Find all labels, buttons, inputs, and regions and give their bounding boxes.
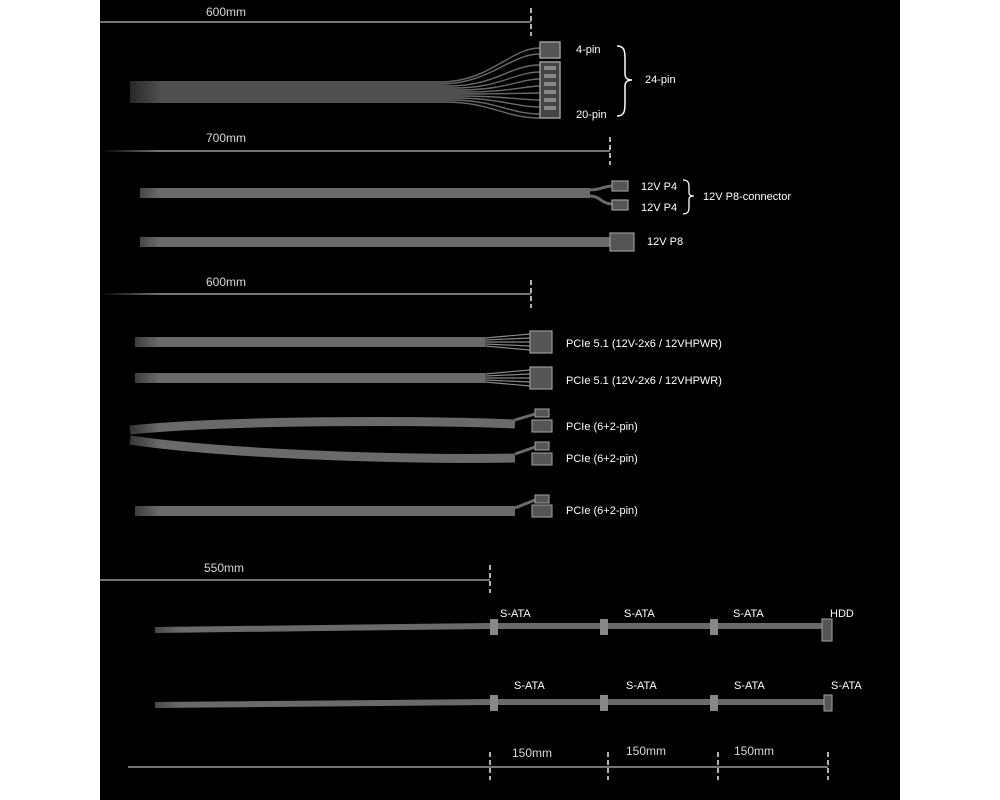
p8-connector bbox=[610, 233, 634, 251]
sata1-label-1: S-ATA bbox=[500, 608, 531, 620]
left-fade-overlay-sata bbox=[100, 600, 180, 720]
p4-connector-b bbox=[612, 200, 628, 210]
label-pcie51-2: PCIe 5.1 (12V-2x6 / 12VHPWR) bbox=[566, 375, 722, 387]
sata1-label-3: S-ATA bbox=[733, 608, 764, 620]
dimension-label-550mm: 550mm bbox=[204, 561, 245, 575]
12vhpwr-connector-2 bbox=[530, 367, 552, 389]
pcie-2pin-connector-b bbox=[535, 442, 549, 450]
sata2-label-2: S-ATA bbox=[626, 680, 657, 692]
12vhpwr-connector-1 bbox=[530, 331, 552, 353]
label-12v-p8-connector: 12V P8-connector bbox=[703, 191, 792, 203]
sata2-label-3: S-ATA bbox=[734, 680, 765, 692]
dimension-label-600mm-mid: 600mm bbox=[206, 275, 247, 289]
dimension-label-150mm-3: 150mm bbox=[734, 744, 775, 758]
brace-24pin bbox=[617, 46, 632, 116]
4pin-connector bbox=[540, 42, 560, 58]
sata2-label-1: S-ATA bbox=[514, 680, 545, 692]
hdd-molex-connector bbox=[822, 619, 832, 641]
pcie-2pin-connector-c bbox=[535, 495, 549, 503]
label-20-pin: 20-pin bbox=[576, 109, 607, 121]
sata-cable-2 bbox=[155, 680, 862, 711]
pcie-6plus2-daisy-cable bbox=[130, 409, 638, 465]
atx-24pin-cable bbox=[130, 42, 676, 121]
pcie51-cable-1 bbox=[135, 331, 722, 353]
sata2-label-4: S-ATA bbox=[831, 680, 862, 692]
label-12v-p4-a: 12V P4 bbox=[641, 181, 678, 193]
dimension-label-150mm-1: 150mm bbox=[512, 746, 553, 760]
p4-connector-a bbox=[612, 181, 628, 191]
label-12v-p8: 12V P8 bbox=[647, 236, 684, 248]
left-fade-overlay bbox=[100, 40, 160, 560]
pcie-2pin-connector-a bbox=[535, 409, 549, 417]
sata-end-connector bbox=[824, 695, 832, 711]
dimension-label-600mm-top: 600mm bbox=[206, 5, 247, 19]
sata1-label-2: S-ATA bbox=[624, 608, 655, 620]
dimension-150-segments bbox=[128, 744, 828, 780]
label-pcie-6plus2-b: PCIe (6+2-pin) bbox=[566, 453, 638, 465]
dimension-550 bbox=[100, 561, 490, 593]
pcie-6pin-connector-b bbox=[532, 453, 552, 465]
label-pcie-6plus2-c: PCIe (6+2-pin) bbox=[566, 505, 638, 517]
label-12v-p4-b: 12V P4 bbox=[641, 202, 678, 214]
label-pcie51-1: PCIe 5.1 (12V-2x6 / 12VHPWR) bbox=[566, 338, 722, 350]
dimension-label-700mm: 700mm bbox=[206, 131, 247, 145]
cpu-p4-split-cable bbox=[140, 180, 791, 214]
label-4-pin: 4-pin bbox=[576, 44, 601, 56]
dimension-700 bbox=[100, 131, 610, 165]
cpu-p8-cable bbox=[140, 233, 683, 251]
pcie-6pin-connector-c bbox=[532, 505, 552, 517]
label-pcie-6plus2-a: PCIe (6+2-pin) bbox=[566, 421, 638, 433]
dimension-mid-600 bbox=[100, 275, 531, 308]
label-24-pin: 24-pin bbox=[645, 74, 676, 86]
sata1-label-hdd: HDD bbox=[830, 608, 854, 620]
pcie51-cable-2 bbox=[135, 367, 722, 389]
sata-cable-1 bbox=[155, 608, 854, 641]
dimension-label-150mm-2: 150mm bbox=[626, 744, 667, 758]
dimension-top-600 bbox=[100, 5, 531, 36]
pcie-6pin-connector-a bbox=[532, 420, 552, 432]
pcie-6plus2-single-cable bbox=[135, 495, 638, 517]
brace-p8 bbox=[683, 180, 694, 214]
